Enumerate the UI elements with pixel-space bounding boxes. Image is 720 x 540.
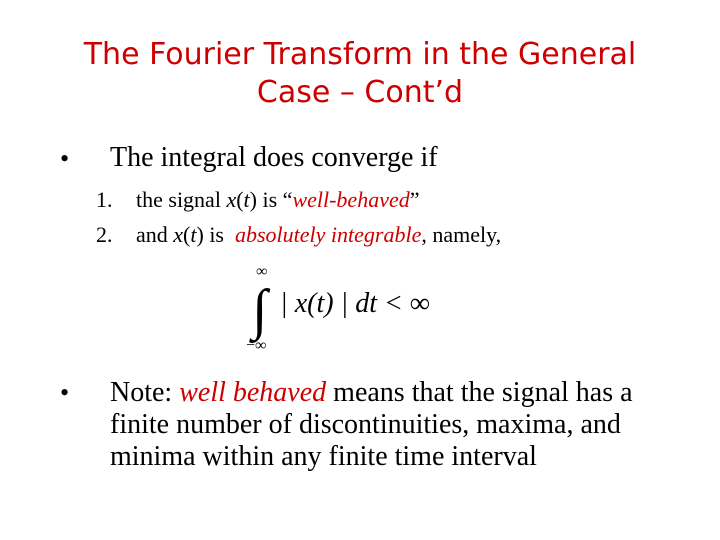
- note-lead: Note:: [110, 377, 180, 408]
- integral-lower-limit: −∞: [246, 337, 267, 354]
- note-emphasis: well behaved: [179, 377, 327, 408]
- integral-integrand: | x(t) | dt < ∞: [280, 288, 430, 319]
- list-item-2-paren-close: ): [196, 222, 204, 247]
- list-item-2-prefix: and: [136, 222, 174, 247]
- list-item-1-emphasis: well-behaved: [292, 187, 410, 212]
- slide-title: [0, 36, 720, 112]
- list-item-1-suffix: ”: [409, 187, 420, 212]
- integral-formula: [240, 262, 480, 354]
- list-item-2-x: x: [173, 222, 184, 247]
- list-item-2: [96, 222, 501, 248]
- bullet-2-marker: •: [60, 378, 70, 407]
- list-item-1-mid: is “: [256, 187, 293, 212]
- list-item-1-paren-open: (: [236, 187, 244, 212]
- list-item-2-suffix: , namely,: [421, 222, 502, 247]
- list-item-2-mid: is: [203, 222, 235, 247]
- bullet-2-text: [110, 377, 690, 473]
- list-item-2-paren-open: (: [183, 222, 191, 247]
- list-item-1-x: x: [226, 187, 237, 212]
- list-item-1-prefix: the signal: [136, 187, 227, 212]
- list-item-2-t: t: [190, 222, 197, 247]
- list-item-2-number: 2.: [96, 222, 113, 247]
- list-item-1: [96, 187, 420, 213]
- slide-title-line-1: The Fourier Transform in the General: [83, 37, 637, 72]
- slide-title-line-2: Case – Cont’d: [256, 75, 464, 110]
- integral-upper-limit: ∞: [256, 263, 268, 280]
- list-item-2-emphasis: absolutely integrable: [235, 222, 422, 247]
- bullet-1-text: The integral does converge if: [110, 142, 438, 173]
- integral-sign: ∫: [252, 279, 268, 341]
- list-item-1-t: t: [243, 187, 250, 212]
- list-item-1-number: 1.: [96, 187, 113, 212]
- bullet-1-marker: •: [60, 144, 70, 173]
- note-rest: means that the signal has a finite number of discontinuities, maxima, and minima within any finite time interval: [110, 377, 633, 472]
- list-item-1-paren-close: ): [249, 187, 257, 212]
